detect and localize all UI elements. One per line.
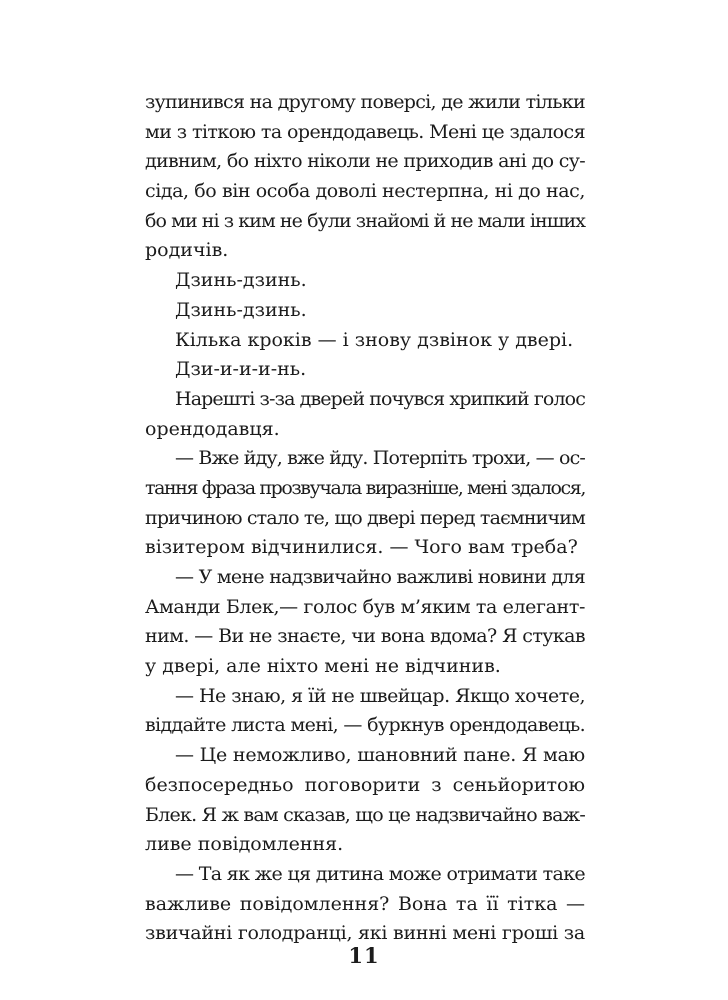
text-line: — Це неможливо, шановний пане. Я маю <box>175 744 585 767</box>
text-line: Дзинь-дзинь. <box>175 269 307 292</box>
text-line: сіда, бо він особа доволі нестерпна, ні до нас, <box>145 180 585 203</box>
text-line: родичів. <box>145 239 229 262</box>
text-line: важливе повідомлення? Вона та її тітка — <box>145 892 585 915</box>
text-line: — Та як же ця дитина може отримати таке <box>175 862 585 885</box>
text-line: — Вже йду, вже йду. Потерпіть трохи, — ос- <box>175 447 585 470</box>
text-line: — Не знаю, я їй не швейцар. Якщо хочете, <box>175 684 585 707</box>
text-line: причиною стало те, що двері перед таємничим <box>145 506 585 529</box>
text-line: ним. — Ви не знаєте, чи вона вдома? Я стукав <box>145 625 585 648</box>
text-line: дивним, бо ніхто ніколи не приходив ані до су- <box>145 150 585 173</box>
text-line: орендодавця. <box>145 417 280 440</box>
text-line: візитером відчинилися. — Чого вам треба? <box>145 536 578 559</box>
text-line: — У мене надзвичайно важливі новини для <box>175 566 585 588</box>
text-line: Дзи-и-и-и-нь. <box>175 358 307 381</box>
text-line: зупинився на другому поверсі, де жили тільки <box>145 91 585 113</box>
text-line: Дзинь-дзинь. <box>175 298 307 321</box>
text-line: віддайте листа мені, — буркнув орендодавець. <box>145 714 585 737</box>
text-line: ми з тіткою та орендодавець. Мені це здалося <box>145 120 585 143</box>
text-line: Аманди Блек,— голос був м’яким та елегант- <box>145 595 585 618</box>
page-number: 11 <box>348 943 380 968</box>
body-text <box>145 88 585 949</box>
text-line: Блек. Я ж вам сказав, що це надзвичайно важ- <box>145 803 585 826</box>
text-line: ливе повідомлення. <box>145 833 344 856</box>
text-line: Кілька кроків — і знову дзвінок у двері. <box>175 328 574 351</box>
text-line: тання фраза прозвучала виразніше, мені здалося, <box>145 476 585 499</box>
text-line: бо ми ні з ким не були знайомі й не мали інших <box>145 209 585 232</box>
text-line: у двері, але ніхто мені не відчинив. <box>145 655 501 678</box>
text-line: звичайні голодранці, які винні мені гроші за <box>145 922 585 945</box>
text-line: Нарешті з-за дверей почувся хрипкий голос <box>175 387 585 410</box>
text-line: безпосередньо поговорити з сеньйоритою <box>145 773 585 796</box>
